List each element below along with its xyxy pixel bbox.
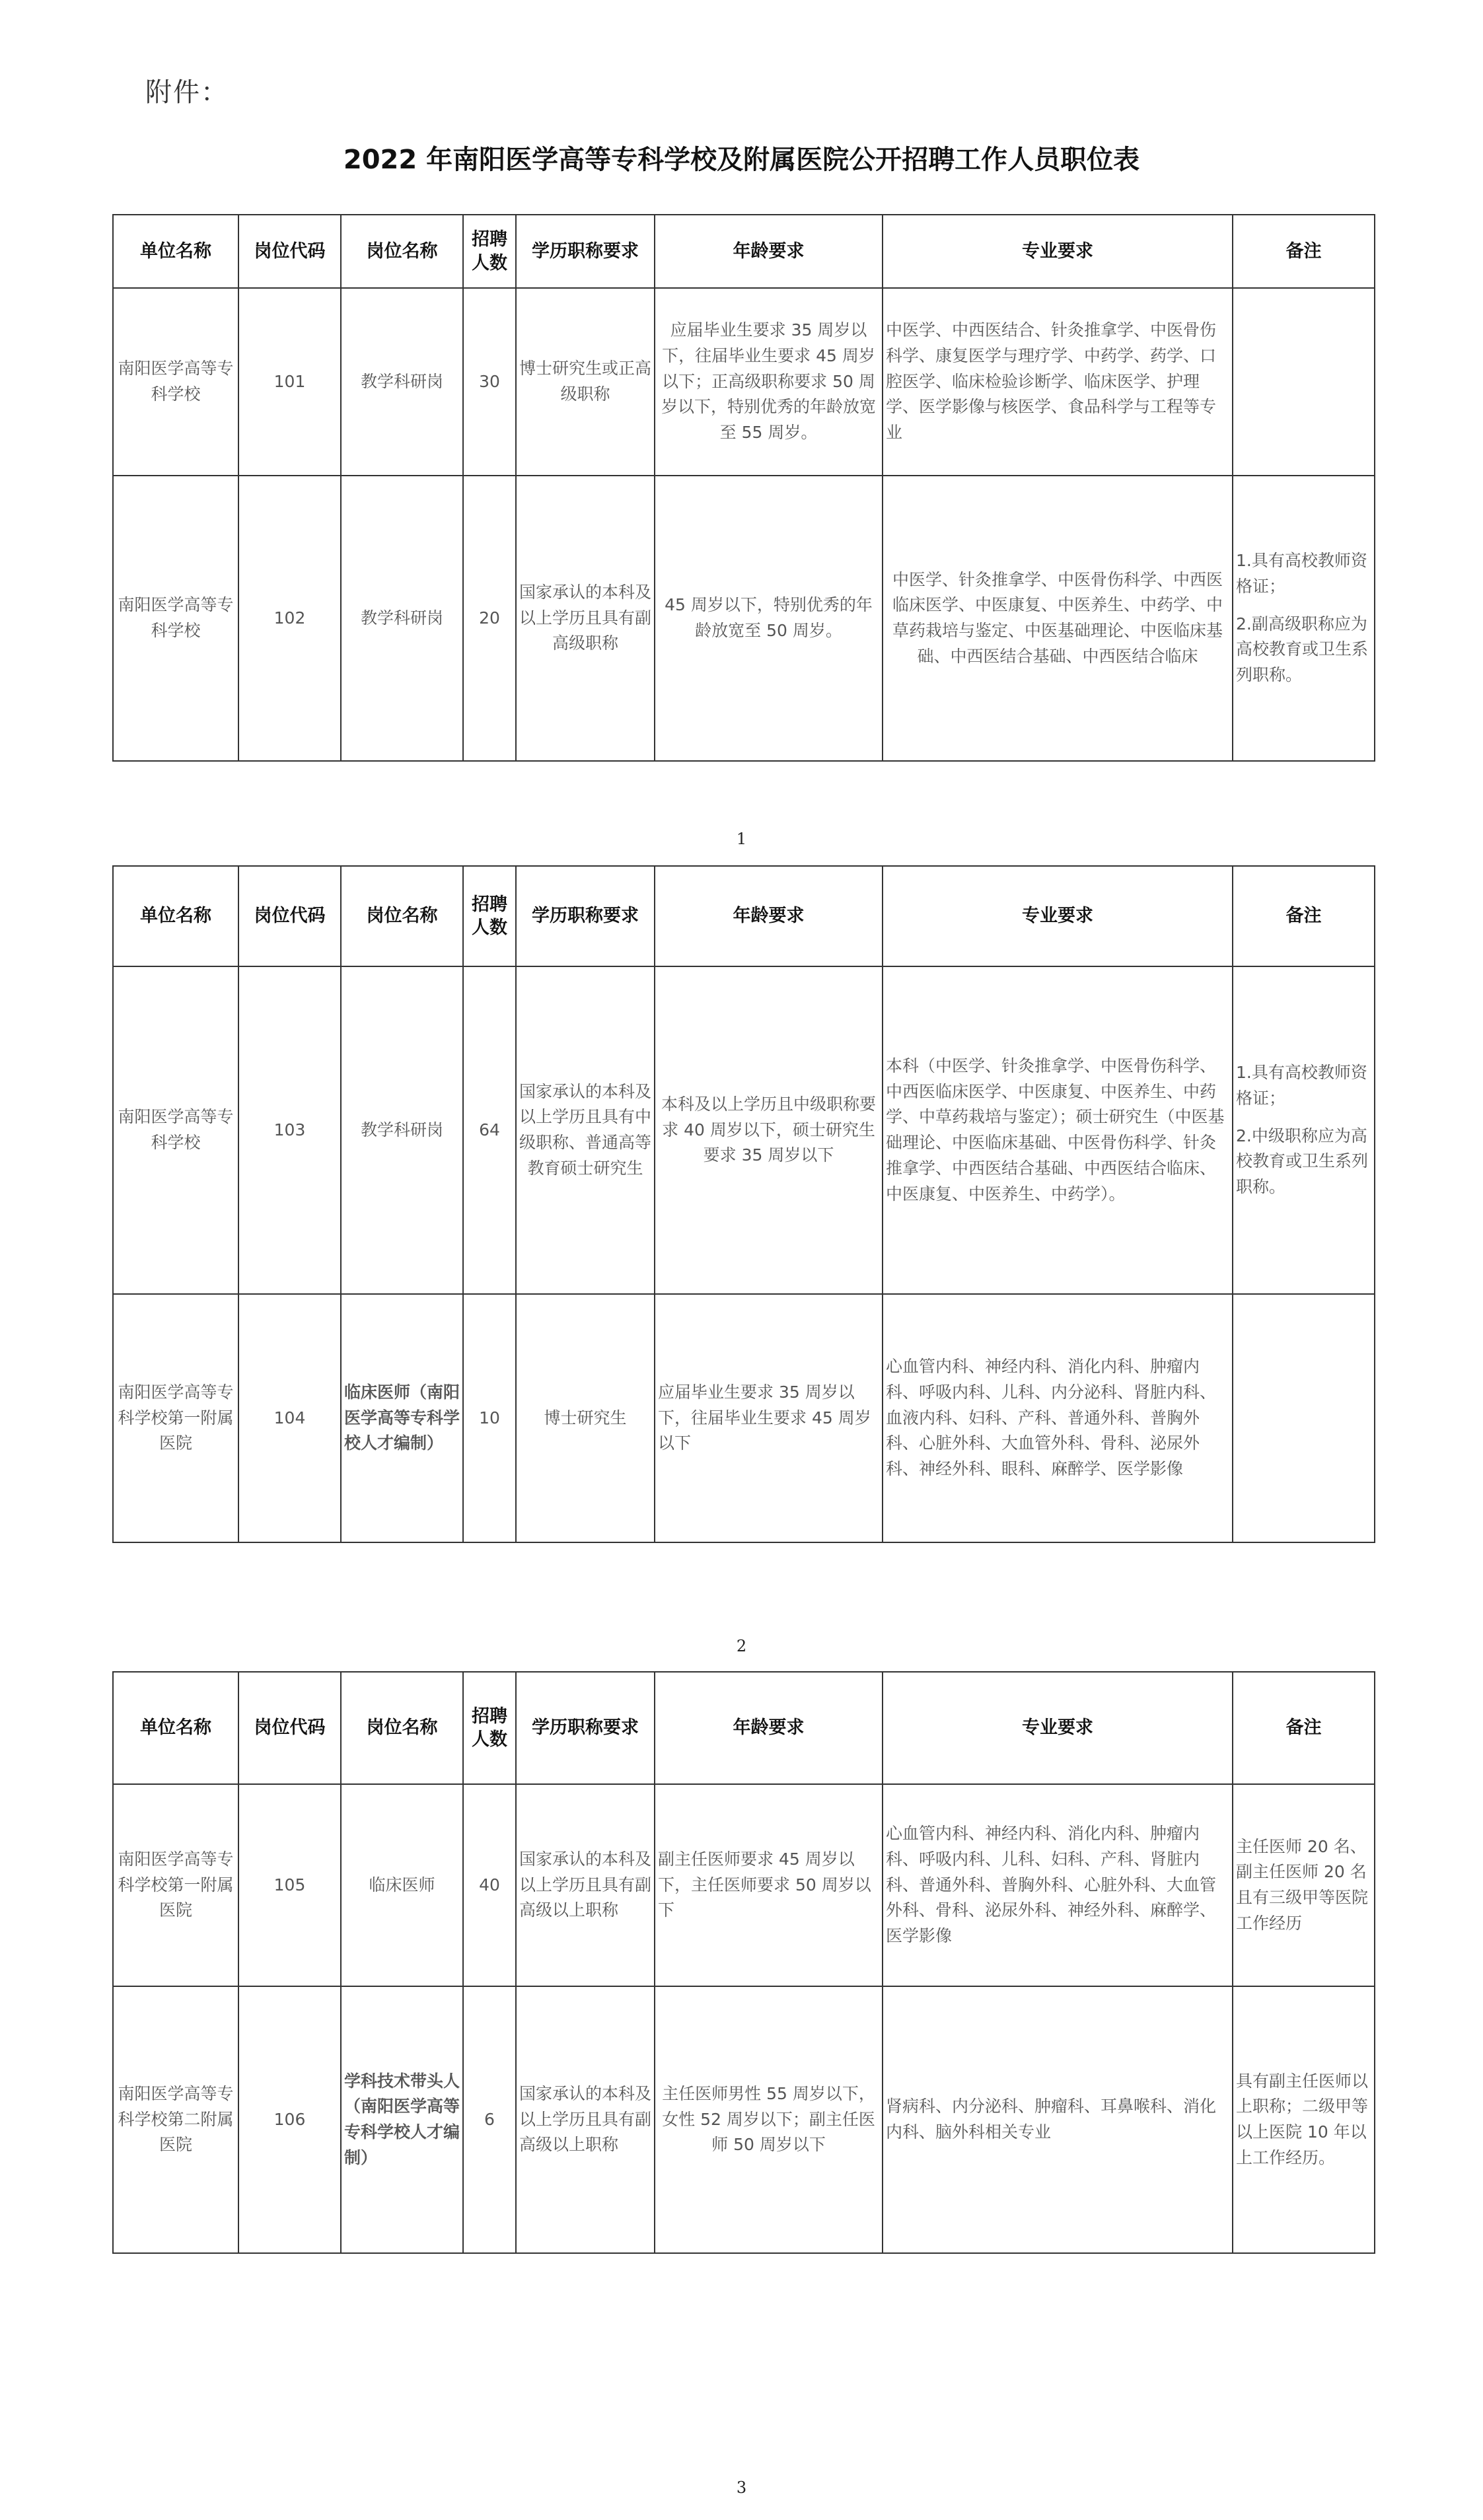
- header-position: 岗位名称: [341, 1672, 463, 1784]
- header-position: 岗位名称: [341, 215, 463, 288]
- table-row: [113, 1294, 1375, 1542]
- cell-unit: 南阳医学高等专科学校: [113, 288, 238, 476]
- cell-age: 应届毕业生要求 35 周岁以下，往届毕业生要求 45 周岁以下: [655, 1294, 883, 1542]
- table-row: [113, 476, 1375, 761]
- note-line: 具有副主任医师以上职称；二级甲等以上医院 10 年以上工作经历。: [1236, 2071, 1369, 2167]
- cell-education: 国家承认的本科及以上学历且具有副高级以上职称: [516, 1986, 655, 2253]
- cell-count: 10: [463, 1294, 516, 1542]
- header-note: 备注: [1233, 1672, 1375, 1784]
- header-age: 年龄要求: [655, 866, 883, 966]
- header-count: 招聘人数: [463, 866, 516, 966]
- cell-code: 106: [238, 1986, 341, 2253]
- cell-major: 肾病科、内分泌科、肿瘤科、耳鼻喉科、消化内科、脑外科相关专业: [883, 1986, 1233, 2253]
- cell-major: 中医学、针灸推拿学、中医骨伤科学、中西医临床医学、中医康复、中医养生、中药学、中草药栽培与鉴定、中医基础理论、中医临床基础、中西医结合基础、中西医结合临床: [883, 476, 1233, 761]
- cell-education: 国家承认的本科及以上学历且具有中级职称、普通高等教育硕士研究生: [516, 966, 655, 1294]
- cell-age: 主任医师男性 55 周岁以下，女性 52 周岁以下；副主任医师 50 周岁以下: [655, 1986, 883, 2253]
- note-line: 1.具有高校教师资格证；: [1236, 551, 1367, 596]
- header-unit: 单位名称: [113, 215, 238, 288]
- header-education: 学历职称要求: [516, 215, 655, 288]
- cell-unit: 南阳医学高等专科学校第一附属医院: [113, 1294, 238, 1542]
- job-table-page-2: [112, 865, 1375, 1543]
- cell-position: 教学科研岗: [341, 476, 463, 761]
- cell-education: 博士研究生: [516, 1294, 655, 1542]
- table-row: [113, 288, 1375, 476]
- cell-code: 101: [238, 288, 341, 476]
- table-row: [113, 1784, 1375, 1986]
- header-count: 招聘人数: [463, 215, 516, 288]
- note-line: 主任医师 20 名、副主任医师 20 名且有三级甲等医院工作经历: [1236, 1836, 1369, 1933]
- cell-note: [1233, 1784, 1375, 1986]
- cell-code: 103: [238, 966, 341, 1294]
- cell-note: [1233, 966, 1375, 1294]
- header-code: 岗位代码: [238, 1672, 341, 1784]
- header-count: 招聘人数: [463, 1672, 516, 1784]
- page-number: 1: [736, 830, 747, 848]
- table-row: [113, 1986, 1375, 2253]
- header-age: 年龄要求: [655, 1672, 883, 1784]
- cell-note: [1233, 288, 1375, 476]
- note-line: 1.具有高校教师资格证；: [1236, 1063, 1367, 1108]
- cell-unit: 南阳医学高等专科学校: [113, 476, 238, 761]
- cell-unit: 南阳医学高等专科学校第二附属医院: [113, 1986, 238, 2253]
- note-line: 2.中级职称应为高校教育或卫生系列职称。: [1236, 1126, 1369, 1197]
- header-education: 学历职称要求: [516, 866, 655, 966]
- cell-major: 心血管内科、神经内科、消化内科、肿瘤内科、呼吸内科、儿科、内分泌科、肾脏内科、血液内科、妇科、产科、普通外科、普胸外科、心脏外科、大血管外科、骨科、泌尿外科、神经外科、眼科、麻醉学、医学影像: [883, 1294, 1233, 1542]
- cell-count: 64: [463, 966, 516, 1294]
- table-row: [113, 966, 1375, 1294]
- cell-count: 30: [463, 288, 516, 476]
- cell-code: 102: [238, 476, 341, 761]
- header-note: 备注: [1233, 866, 1375, 966]
- cell-note: [1233, 1294, 1375, 1542]
- header-major: 专业要求: [883, 866, 1233, 966]
- cell-unit: 南阳医学高等专科学校第一附属医院: [113, 1784, 238, 1986]
- header-unit: 单位名称: [113, 866, 238, 966]
- cell-position: 教学科研岗: [341, 288, 463, 476]
- cell-major: 本科（中医学、针灸推拿学、中医骨伤科学、中西医临床医学、中医康复、中医养生、中药学、中草药栽培与鉴定）；硕士研究生（中医基础理论、中医临床基础、中医骨伤科学、针灸推拿学、中西医结合基础、中西医结合临床、中医康复、中医养生、中药学）。: [883, 966, 1233, 1294]
- header-code: 岗位代码: [238, 215, 341, 288]
- cell-position: 临床医师（南阳医学高等专科学校人才编制）: [341, 1294, 463, 1542]
- table-header-row: [113, 1672, 1375, 1784]
- cell-count: 40: [463, 1784, 516, 1986]
- cell-age: 应届毕业生要求 35 周岁以下，往届毕业生要求 45 周岁以下；正高级职称要求 50 周岁以下，特别优秀的年龄放宽至 55 周岁。: [655, 288, 883, 476]
- cell-education: 国家承认的本科及以上学历且具有副高级以上职称: [516, 1784, 655, 1986]
- header-age: 年龄要求: [655, 215, 883, 288]
- page-number: 2: [736, 1637, 747, 1655]
- cell-age: 副主任医师要求 45 周岁以下，主任医师要求 50 周岁以下: [655, 1784, 883, 1986]
- header-note: 备注: [1233, 215, 1375, 288]
- attachment-label: 附件：: [145, 77, 229, 108]
- header-unit: 单位名称: [113, 1672, 238, 1784]
- cell-education: 国家承认的本科及以上学历且具有副高级职称: [516, 476, 655, 761]
- cell-age: 45 周岁以下，特别优秀的年龄放宽至 50 周岁。: [655, 476, 883, 761]
- job-table-page-3: [112, 1671, 1375, 2254]
- header-position: 岗位名称: [341, 866, 463, 966]
- header-major: 专业要求: [883, 215, 1233, 288]
- document-title: 2022 年南阳医学高等专科学校及附属医院公开招聘工作人员职位表: [343, 145, 1140, 175]
- note-line: 2.副高级职称应为高校教育或卫生系列职称。: [1236, 614, 1369, 685]
- cell-major: 中医学、中西医结合、针灸推拿学、中医骨伤科学、康复医学与理疗学、中药学、药学、口腔医学、临床检验诊断学、临床医学、护理学、医学影像与核医学、食品科学与工程等专业: [883, 288, 1233, 476]
- table-header-row: [113, 215, 1375, 288]
- cell-education: 博士研究生或正高级职称: [516, 288, 655, 476]
- cell-count: 20: [463, 476, 516, 761]
- job-table-page-1: [112, 214, 1375, 762]
- table-header-row: [113, 866, 1375, 966]
- header-education: 学历职称要求: [516, 1672, 655, 1784]
- header-major: 专业要求: [883, 1672, 1233, 1784]
- cell-position: 临床医师: [341, 1784, 463, 1986]
- cell-position: 教学科研岗: [341, 966, 463, 1294]
- cell-age: 本科及以上学历且中级职称要求 40 周岁以下，硕士研究生要求 35 周岁以下: [655, 966, 883, 1294]
- cell-code: 104: [238, 1294, 341, 1542]
- cell-position: 学科技术带头人（南阳医学高等专科学校人才编制）: [341, 1986, 463, 2253]
- cell-note: [1233, 1986, 1375, 2253]
- cell-note: [1233, 476, 1375, 761]
- cell-unit: 南阳医学高等专科学校: [113, 966, 238, 1294]
- cell-code: 105: [238, 1784, 341, 1986]
- header-code: 岗位代码: [238, 866, 341, 966]
- cell-count: 6: [463, 1986, 516, 2253]
- page-number: 3: [736, 2478, 747, 2497]
- cell-major: 心血管内科、神经内科、消化内科、肿瘤内科、呼吸内科、儿科、妇科、产科、肾脏内科、普通外科、普胸外科、心脏外科、大血管外科、骨科、泌尿外科、神经外科、麻醉学、医学影像: [883, 1784, 1233, 1986]
